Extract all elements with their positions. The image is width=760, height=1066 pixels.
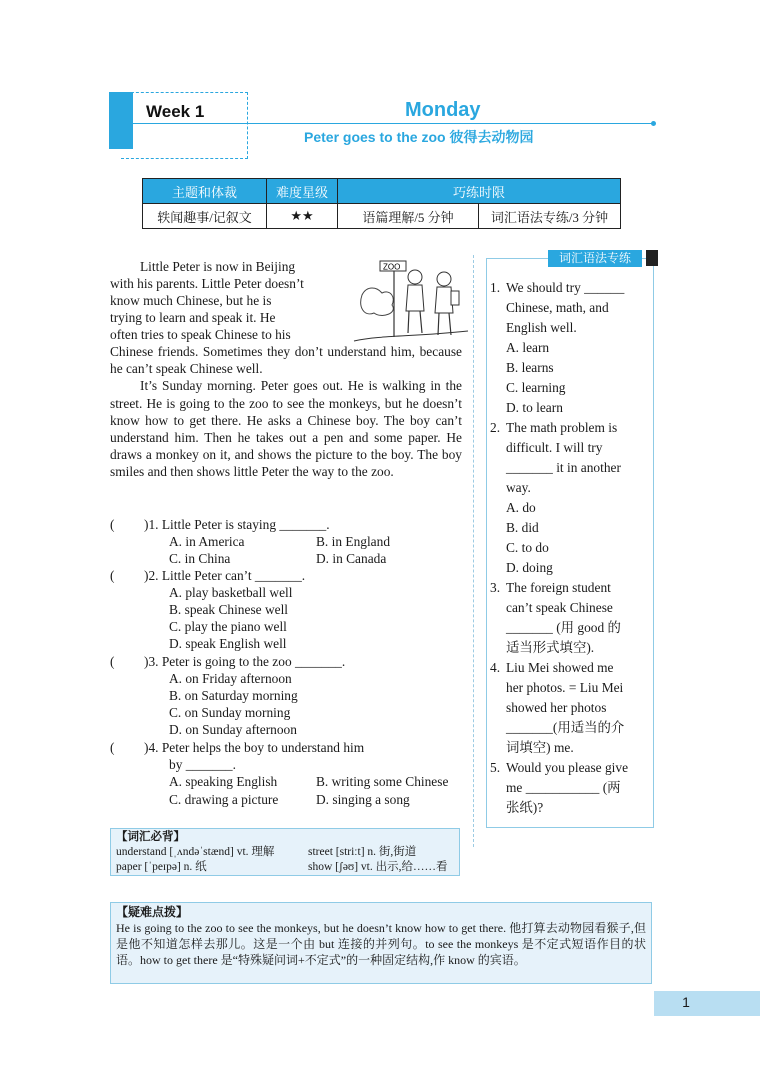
item-line: C. to do	[506, 540, 549, 555]
week-label: Week 1	[146, 102, 205, 121]
q4-option: B. writing some Chinese	[316, 774, 449, 789]
item-line: We should try ______	[506, 280, 625, 295]
passage-body	[110, 343, 462, 481]
notes-box	[110, 902, 652, 984]
grammar-practice-tag-mark	[646, 250, 658, 266]
q2-paren: (	[110, 568, 115, 583]
q3-stem: )3. Peter is going to the zoo _______.	[144, 654, 346, 669]
vocab-item: paper [ˈpeɪpə] n. 纸	[116, 861, 207, 873]
q4-stem-cont: by _______.	[169, 757, 236, 772]
q3-option: D. on Sunday afternoon	[169, 722, 297, 737]
passage-line: Little Peter is now in Beijing	[140, 259, 296, 274]
q2-option: B. speak Chinese well	[169, 602, 289, 617]
item-line: B. did	[506, 520, 539, 535]
item-line: A. do	[506, 500, 536, 515]
passage-line: trying to learn and speak it. He	[110, 310, 276, 325]
q2-option: D. speak English well	[169, 636, 287, 651]
cell-reading-time: 语篇理解/5 分钟	[338, 204, 479, 229]
practice-item-4	[490, 658, 654, 758]
item-line: A. learn	[506, 340, 550, 355]
item-line: _______ (用 good 的	[506, 620, 621, 635]
header-difficulty: 难度星级	[267, 179, 338, 204]
q4-option: C. drawing a picture	[169, 792, 279, 807]
passage-line: with his parents. Little Peter doesn’t	[110, 276, 304, 291]
item-line: showed her photos	[506, 700, 607, 715]
item-number: 5.	[490, 760, 501, 775]
grammar-practice-title: 词汇语法专练	[548, 250, 642, 267]
item-line: English well.	[506, 320, 577, 335]
q1-option: A. in America	[169, 534, 245, 549]
header-rule	[133, 123, 653, 124]
cell-topic: 轶闻趣事/记叙文	[143, 204, 267, 229]
vocab-box	[110, 828, 460, 876]
q3-option: C. on Sunday morning	[169, 705, 291, 720]
q4-option: A. speaking English	[169, 774, 278, 789]
q1-option: C. in China	[169, 551, 231, 566]
item-line: her photos. = Liu Mei	[506, 680, 624, 695]
column-divider	[473, 255, 475, 847]
item-number: 1.	[490, 280, 501, 295]
item-line: The math problem is	[506, 420, 618, 435]
passage-p2: It’s Sunday morning. Peter goes out. He is walking in the street. He is going to the zoo to see the monkeys, but he doesn’t know how to get there. He asks a Chinese boy. The boy can’t understand him. Then he takes out a pen and some paper. He draws a monkey on it, and shows the picture to the boy. The boy smiles and then shows little Peter the way to the zoo.	[110, 378, 462, 480]
notes-title: 【疑难点拨】	[116, 905, 189, 919]
item-line: B. learns	[506, 360, 554, 375]
q3-paren: (	[110, 654, 115, 669]
q1-paren: (	[110, 517, 115, 532]
header-rule-dot	[651, 121, 656, 126]
vocab-title: 【词汇必背】	[116, 831, 185, 843]
q2-option: A. play basketball well	[169, 585, 293, 600]
q3-option: A. on Friday afternoon	[169, 671, 292, 686]
item-line: D. to learn	[506, 400, 563, 415]
q4-paren: (	[110, 740, 115, 755]
notes-body: He is going to the zoo to see the monkeys, but he doesn’t know how to get there. 他打算去动物园看猴子,但是他不知道怎样去那儿。这是一个由 but 连接的并列句。to see the monkeys 是不定式短语作目的状语。how to get there 是“特殊疑问词+不定式”的一种固定结构,作 know 的宾语。	[116, 921, 646, 967]
info-table	[142, 178, 621, 229]
header-time: 巧练时限	[338, 179, 621, 204]
lesson-subtitle: Peter goes to the zoo 彼得去动物园	[304, 129, 534, 145]
header-accent-bar	[109, 92, 133, 149]
item-line: _______ it in another	[506, 460, 621, 475]
item-line: Liu Mei showed me	[506, 660, 614, 675]
q1-option: B. in England	[316, 534, 391, 549]
item-line: 词填空) me.	[506, 740, 574, 755]
practice-item-5	[490, 758, 654, 818]
passage-p1-rest: Chinese friends. Sometimes they don’t understand him, because he can’t speak Chinese well.	[110, 344, 462, 377]
item-line: 张纸)?	[506, 800, 544, 815]
q2-stem: )2. Little Peter can’t _______.	[144, 568, 306, 583]
item-line: _______(用适当的介	[506, 720, 625, 735]
vocab-item: street [striːt] n. 街,街道	[308, 846, 417, 858]
q3-option: B. on Saturday morning	[169, 688, 298, 703]
item-line: Chinese, math, and	[506, 300, 609, 315]
zoo-illustration	[352, 255, 470, 343]
q4-stem: )4. Peter helps the boy to understand him	[144, 740, 365, 755]
item-line: D. doing	[506, 560, 553, 575]
item-number: 4.	[490, 660, 501, 675]
vocab-item: show [ʃəʊ] vt. 出示,给……看	[308, 861, 448, 873]
q1-stem: )1. Little Peter is staying _______.	[144, 517, 330, 532]
q1-option: D. in Canada	[316, 551, 387, 566]
q2-option: C. play the piano well	[169, 619, 287, 634]
item-line: me ___________ (两	[506, 780, 621, 795]
item-line: can’t speak Chinese	[506, 600, 613, 615]
item-line: Would you please give	[506, 760, 629, 775]
header-topic: 主题和体裁	[143, 179, 267, 204]
practice-item-3	[490, 578, 654, 658]
zoo-sign-text: ZOO	[383, 262, 401, 272]
item-line: difficult. I will try	[506, 440, 603, 455]
cell-grammar-time: 词汇语法专练/3 分钟	[479, 204, 621, 229]
cell-stars: ★★	[267, 204, 338, 229]
passage-line: often tries to speak Chinese to his	[110, 327, 291, 342]
info-table-header	[143, 179, 621, 204]
page-number: 1	[682, 994, 690, 1010]
item-line: C. learning	[506, 380, 566, 395]
day-title: Monday	[405, 99, 481, 121]
vocab-item: understand [ˌʌndəˈstænd] vt. 理解	[116, 846, 275, 858]
item-line: The foreign student	[506, 580, 611, 595]
practice-item-1	[490, 278, 654, 418]
item-line: way.	[506, 480, 531, 495]
item-number: 3.	[490, 580, 501, 595]
item-line: 适当形式填空).	[506, 640, 595, 655]
item-number: 2.	[490, 420, 501, 435]
practice-item-2	[490, 418, 654, 578]
passage-line: know much Chinese, but he is	[110, 293, 272, 308]
q4-option: D. singing a song	[316, 792, 410, 807]
info-table-row	[143, 204, 621, 229]
